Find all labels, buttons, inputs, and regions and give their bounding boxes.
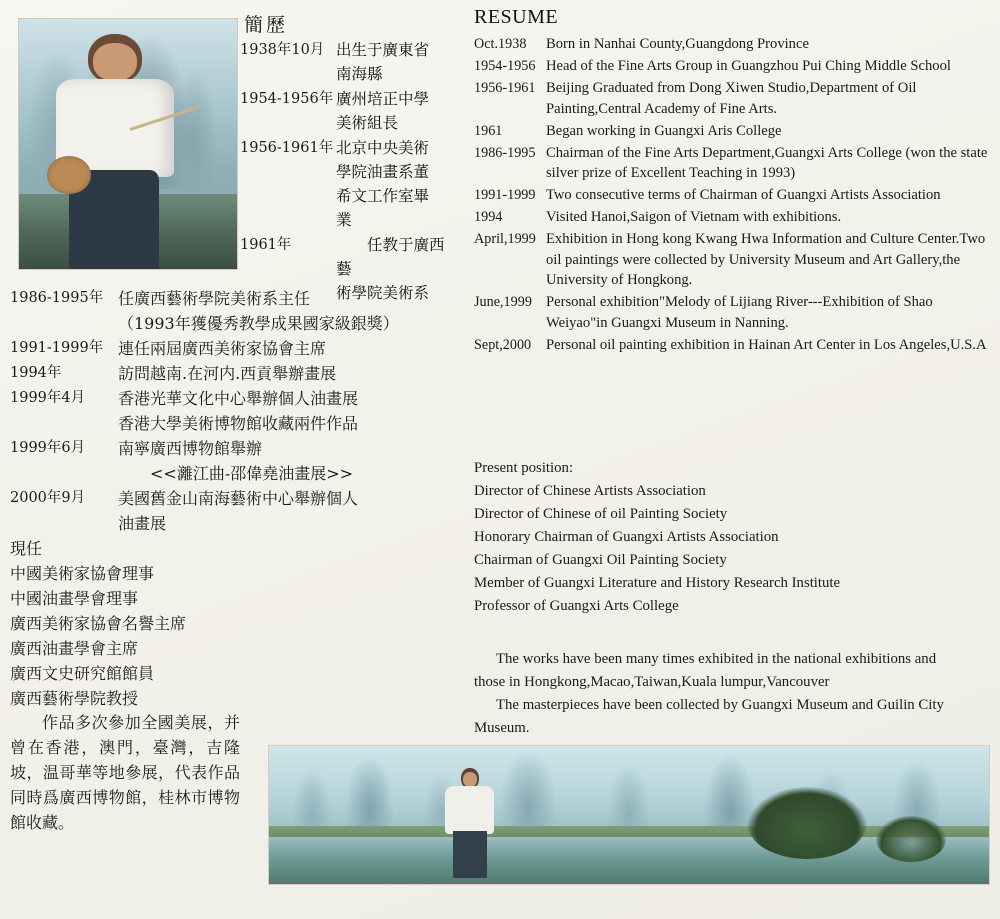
present-position-item: 廣西藝術學院教授 — [10, 689, 139, 708]
english-present-position — [474, 457, 944, 618]
resume-row — [10, 361, 456, 386]
present-position-item: 中國美術家協會理事 — [10, 564, 155, 583]
landscape-photo — [268, 745, 990, 885]
resume-text: 南寧廣西博物館舉辦 <<灕江曲-邵偉堯油畫展>> — [118, 439, 354, 483]
chinese-resume-bottom-list — [10, 286, 456, 536]
resume-row — [10, 486, 456, 536]
resume-row — [474, 78, 989, 119]
resume-date: Sept,2000 — [474, 336, 532, 353]
resume-date: 1986-1995 — [474, 144, 536, 161]
landscape-trousers — [453, 831, 487, 878]
resume-text: Began working in Guangxi Aris College — [546, 122, 782, 139]
resume-row — [10, 386, 456, 436]
resume-text: 任教于廣西藝 術學院美術系 — [336, 236, 445, 302]
resume-text: Personal oil painting exhibition in Hainan Art Center in Los Angeles,U.S.A — [546, 336, 987, 353]
resume-date: 1999年4月 — [10, 390, 86, 406]
resume-date: 1956-1961 — [474, 80, 536, 96]
resume-text: 連任兩屆廣西美術家協會主席 — [118, 339, 327, 358]
resume-text: 北京中央美術 學院油畫系董 希文工作室畢 業 — [336, 139, 430, 229]
resume-row — [10, 286, 456, 336]
resume-date: 1961年 — [240, 237, 292, 253]
resume-date: 1999年6月 — [10, 440, 86, 456]
resume-row — [474, 335, 989, 356]
portrait-face — [93, 43, 137, 81]
english-title: RESUME — [474, 6, 559, 28]
resume-text: Born in Nanhai County,Guangdong Province — [546, 36, 809, 52]
resume-date: 1961 — [474, 122, 503, 139]
resume-text: Two consecutive terms of Chairman of Guangxi Artists Association — [546, 187, 941, 203]
resume-date: 1938年10月 — [240, 42, 325, 58]
landscape-tree — [747, 787, 867, 859]
resume-row — [474, 121, 989, 142]
resume-date: 1954-1956年 — [240, 91, 334, 107]
present-position-item: 廣西油畫學會主席 — [10, 639, 139, 658]
resume-date: Oct.1938 — [474, 36, 527, 52]
present-label: 現任 — [10, 539, 43, 558]
chinese-present-position — [10, 536, 260, 711]
resume-row — [474, 207, 989, 228]
resume-row — [474, 34, 989, 55]
resume-date: 1991-1999年 — [10, 340, 104, 356]
resume-text: 出生于廣東省 南海縣 — [336, 41, 430, 83]
portrait-figure — [54, 34, 176, 269]
resume-date: 1954-1956 — [474, 58, 536, 74]
present-position-item: Honorary Chairman of Guangxi Artists Association — [474, 529, 779, 545]
resume-row — [240, 38, 456, 86]
resume-row — [240, 136, 456, 232]
english-resume-list — [474, 34, 989, 357]
resume-text: 訪問越南.在河内.西貢舉辦畫展 — [118, 364, 337, 383]
resume-date: 1994 — [474, 209, 503, 225]
resume-row — [474, 292, 989, 333]
present-position-item: Chairman of Guangxi Oil Painting Society — [474, 552, 727, 568]
resume-date: 1991-1999 — [474, 187, 536, 203]
landscape-shirt — [445, 786, 494, 833]
chinese-closing-paragraph: 作品多次參加全國美展，并曾在香港，澳門，臺灣，吉隆坡，温哥華等地參展，代表作品同時爲廣西博物館，桂林市博物館收藏。 — [10, 713, 240, 832]
resume-row — [474, 143, 989, 184]
present-position-item: Member of Guangxi Literature and History Research Institute — [474, 575, 841, 591]
resume-text: Visited Hanoi,Saigon of Vietnam with exhibitions. — [546, 209, 842, 225]
present-position-item: 中國油畫學會理事 — [10, 589, 139, 608]
chinese-resume-top-list — [240, 38, 456, 306]
resume-text: 香港光華文化中心舉辦個人油畫展 香港大學美術博物館收藏兩件作品 — [118, 389, 359, 433]
palette-icon — [47, 156, 91, 194]
resume-row — [10, 436, 456, 486]
resume-text: Personal exhibition"Melody of Lijiang River---Exhibition of Shao Weiyao"in Guangxi Museum in Nanning. — [546, 294, 933, 331]
present-position-item: Professor of Guangxi Arts College — [474, 598, 679, 614]
landscape-tree — [876, 816, 946, 862]
present-position-item: 廣西美術家協會名譽主席 — [10, 614, 187, 633]
resume-date: 1986-1995年 — [10, 290, 104, 306]
resume-date: 1994年 — [10, 365, 62, 381]
resume-row — [240, 87, 456, 135]
closing-paragraph: The works have been many times exhibited in the national exhibitions and those in Hongkong,Macao,Taiwan,Kuala lumpur,Vancouver — [474, 651, 937, 690]
resume-row — [474, 229, 989, 291]
resume-row — [474, 185, 989, 206]
resume-text: Chairman of the Fine Arts Department,Guangxi Arts College (won the state silver prize of Excellent Teaching in 1993) — [546, 144, 988, 181]
resume-date: April,1999 — [474, 231, 536, 247]
english-closing-paragraphs — [474, 648, 954, 740]
resume-text: Head of the Fine Arts Group in Guangzhou Pui Ching Middle School — [546, 58, 951, 74]
resume-text: Beijing Graduated from Dong Xiwen Studio,Department of Oil Painting,Central Academy of Fine Arts. — [546, 80, 917, 117]
chinese-title: 簡歷 — [244, 14, 289, 36]
resume-text: Exhibition in Hong kong Kwang Hwa Information and Culture Center.Two oil paintings were collected by University Museum and Art Gallery,the University of Hongkong. — [546, 231, 986, 288]
resume-row — [474, 56, 989, 77]
resume-date: June,1999 — [474, 294, 532, 310]
resume-text: 任廣西藝術學院美術系主任 （1993年獲優秀教學成果國家級銀獎） — [118, 289, 399, 333]
landscape-karst-peaks — [269, 752, 989, 835]
present-position-item: Director of Chinese Artists Association — [474, 483, 706, 499]
resume-date: 1956-1961年 — [240, 140, 334, 156]
landscape-figure — [442, 768, 498, 876]
present-label: Present position: — [474, 460, 574, 476]
resume-row — [10, 336, 456, 361]
resume-text: 廣州培正中學 美術組長 — [336, 90, 430, 132]
present-position-item: 廣西文史研究館館員 — [10, 664, 155, 683]
present-position-item: Director of Chinese of oil Painting Society — [474, 506, 728, 522]
resume-date: 2000年9月 — [10, 490, 86, 506]
closing-paragraph: The masterpieces have been collected by Guangxi Museum and Guilin City Museum. — [474, 697, 944, 736]
portrait-photo — [18, 18, 238, 270]
resume-text: 美國舊金山南海藝術中心舉辦個人 油畫展 — [118, 489, 359, 533]
